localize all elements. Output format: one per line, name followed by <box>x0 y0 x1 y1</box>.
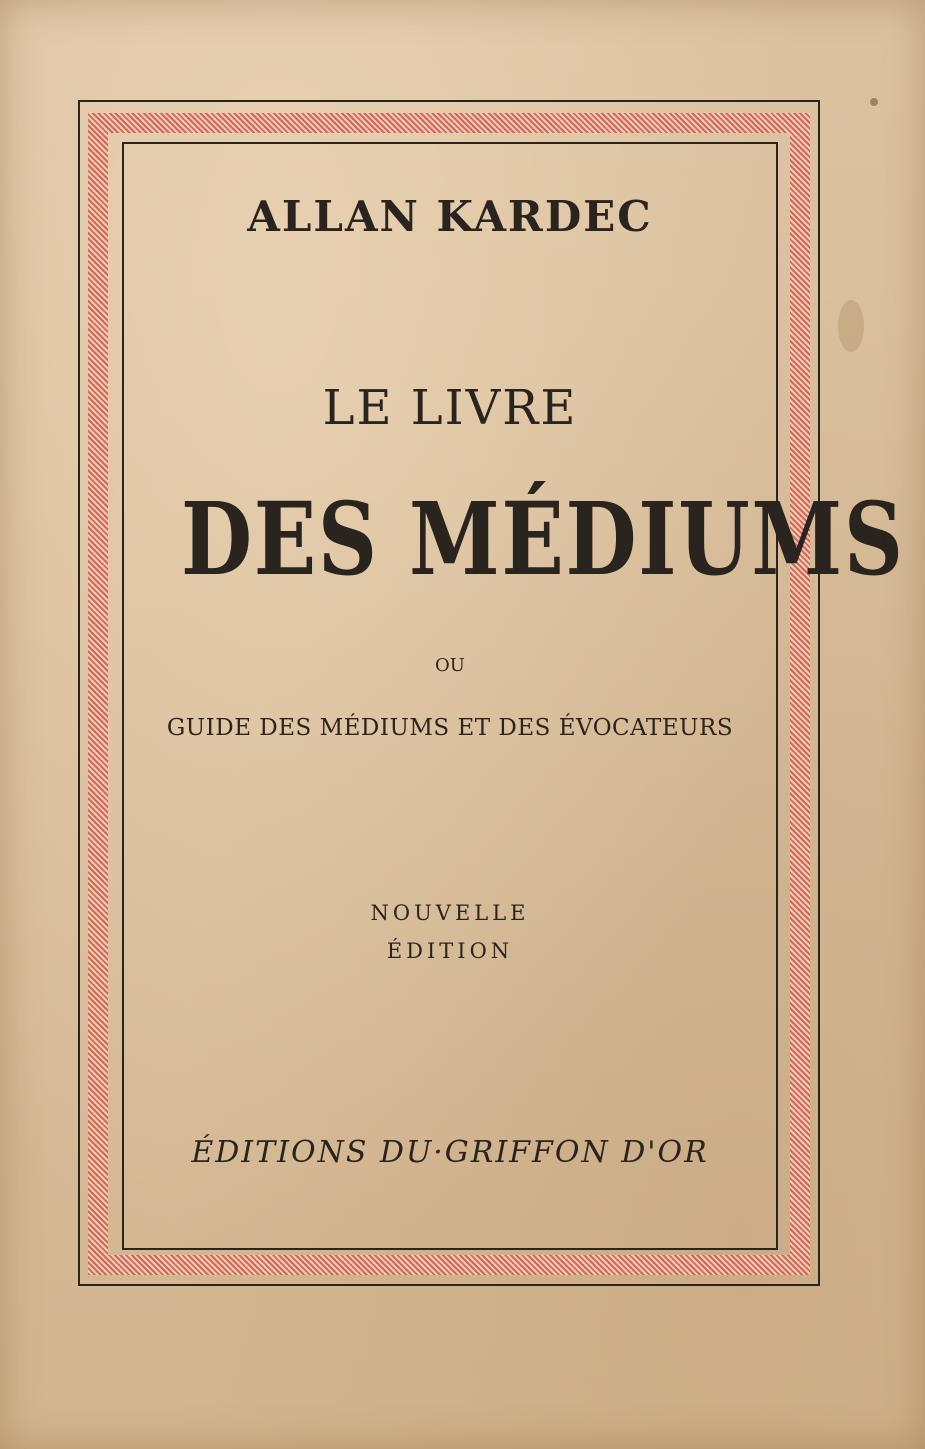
edition-line-1: NOUVELLE <box>370 901 530 925</box>
inner-frame-border <box>122 142 905 1250</box>
edition-line-2: ÉDITION <box>386 939 514 963</box>
paper-stain <box>870 98 878 106</box>
edition-label <box>122 894 778 970</box>
title-connector: OU <box>435 655 465 676</box>
paper-stain <box>838 300 864 352</box>
title-line-1: LE LIVRE <box>322 380 578 436</box>
publisher-name: ÉDITIONS DU·GRIFFON D'OR <box>191 1135 709 1170</box>
author-name: ALLAN KARDEC <box>247 192 653 241</box>
title-line-2: DES MÉDIUMS <box>181 480 905 598</box>
subtitle: GUIDE DES MÉDIUMS ET DES ÉVOCATEURS <box>166 715 734 741</box>
